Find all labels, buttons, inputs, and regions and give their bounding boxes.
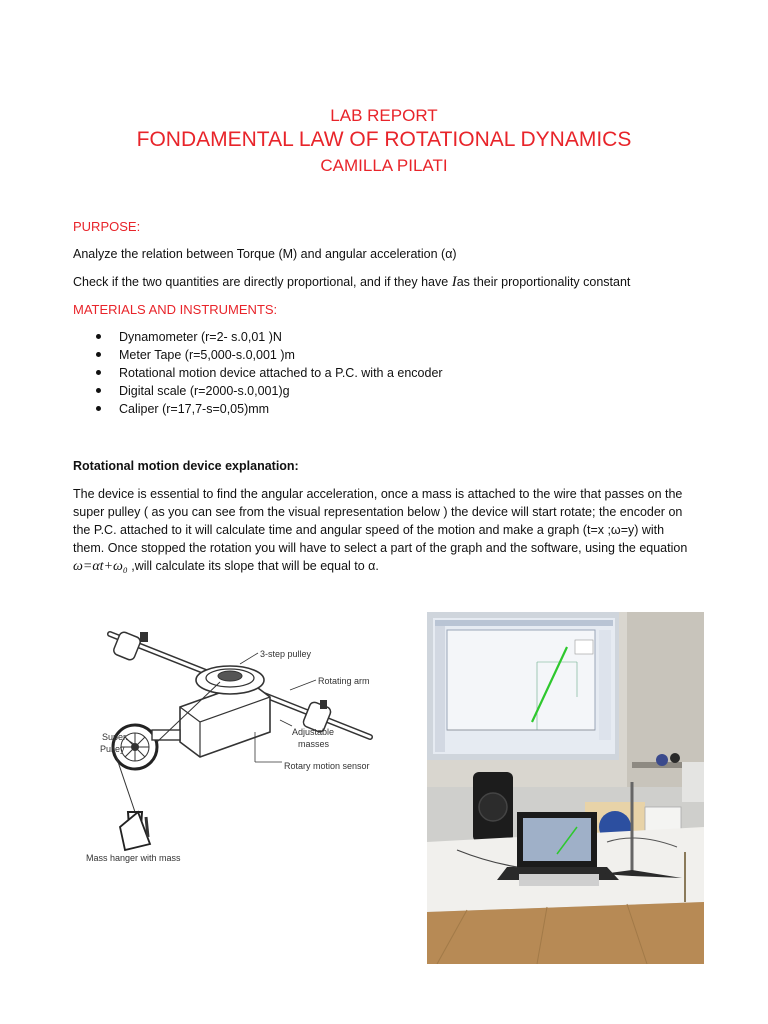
label-step-pulley: 3-step pulley: [260, 649, 312, 659]
lab-photo: [427, 612, 704, 964]
label-super-pulley-1: Super: [102, 732, 127, 742]
report-label: LAB REPORT: [330, 106, 438, 125]
purpose-line-1: Analyze the relation between Torque (M) and angular acceleration (α): [73, 247, 457, 261]
label-mass-hanger: Mass hanger with mass: [86, 853, 181, 863]
purpose-line-2-start: Check if the two quantities are directly proportional, and if they have: [73, 275, 452, 289]
materials-list: [73, 328, 443, 418]
device-text-end: ,will calculate its slope that will be equal to α.: [127, 559, 379, 573]
purpose-line-2: [73, 273, 630, 291]
device-explanation: [73, 485, 698, 576]
report-author: CAMILLA PILATI: [320, 156, 448, 175]
list-item: Rotational motion device attached to a P.C. with a encoder: [73, 364, 443, 382]
device-heading: Rotational motion device explanation:: [73, 459, 299, 473]
list-item: Dynamometer (r=2- s.0,01 )N: [73, 328, 443, 346]
label-rotating-arm: Rotating arm: [318, 676, 370, 686]
list-item: Caliper (r=17,7-s=0,05)mm: [73, 400, 443, 418]
equation: ω=αt+ω₀: [73, 559, 128, 574]
report-title: FONDAMENTAL LAW OF ROTATIONAL DYNAMICS: [136, 128, 632, 151]
label-super-pulley-2: Pulley: [100, 744, 125, 754]
list-item: Digital scale (r=2000-s.0,001)g: [73, 382, 443, 400]
inertia-symbol: I: [451, 274, 457, 290]
device-text-start: The device is essential to find the angular acceleration, once a mass is attached to the wire that passes on the super pulley ( as you can see from the visual representation below ) the device will start rotate; the encoder on the P.C. attached to it will calculate time and angular speed of the motion and make a graph (t=x ;ω=y) with them. Once stopped the rotation you will have to select a part of the graph and the software, using the equation: [73, 487, 688, 555]
list-item: Meter Tape (r=5,000-s.0,001 )m: [73, 346, 443, 364]
materials-heading: MATERIALS AND INSTRUMENTS:: [73, 302, 278, 317]
label-adjustable-masses-1: Adjustable: [292, 727, 335, 737]
apparatus-diagram: [80, 612, 380, 872]
purpose-line-2-end: as their proportionality constant: [456, 275, 631, 289]
purpose-heading: PURPOSE:: [73, 219, 141, 234]
label-rotary-sensor: Rotary motion sensor: [284, 761, 370, 771]
label-adjustable-masses-2: masses: [298, 739, 330, 749]
